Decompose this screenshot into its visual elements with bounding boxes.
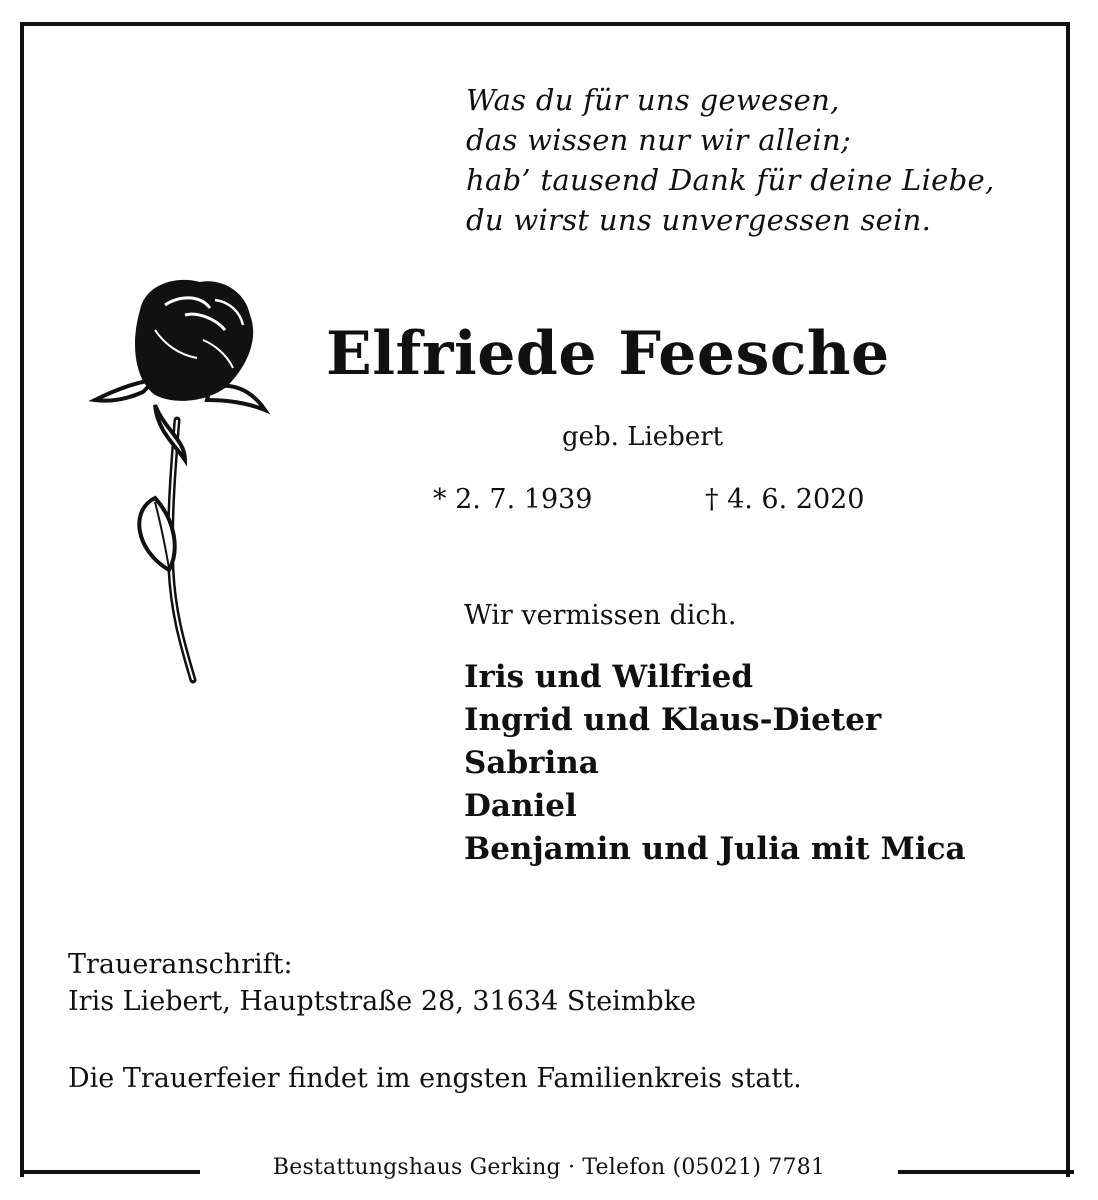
- signer-name: Daniel: [464, 788, 577, 824]
- address-label: Traueranschrift:: [68, 949, 293, 980]
- memorial-poem: [466, 80, 1066, 240]
- frame-bottom-line-right: [898, 1170, 1074, 1174]
- birth-date: * 2. 7. 1939: [433, 484, 593, 515]
- poem-line: du wirst uns unvergessen sein.: [466, 203, 932, 237]
- rose-icon: [85, 270, 285, 690]
- ceremony-note: Die Trauerfeier findet im engsten Familienkreis statt.: [68, 1063, 802, 1094]
- poem-line: Was du für uns gewesen,: [466, 83, 840, 117]
- signer-name: Sabrina: [464, 745, 599, 781]
- maiden-name: geb. Liebert: [562, 422, 724, 452]
- frame-bottom-line-left: [20, 1170, 200, 1174]
- signer-name: Benjamin und Julia mit Mica: [464, 831, 966, 867]
- mourning-address: [68, 946, 696, 1020]
- deceased-name: Elfriede Feesche: [326, 319, 890, 389]
- address-line: Iris Liebert, Hauptstraße 28, 31634 Steimbke: [68, 986, 697, 1017]
- signer-name: Ingrid und Klaus-Dieter: [464, 702, 882, 738]
- funeral-home-footer: Bestattungshaus Gerking · Telefon (05021) 7781: [272, 1155, 826, 1180]
- death-date: † 4. 6. 2020: [705, 484, 865, 515]
- poem-line: hab’ tausend Dank für deine Liebe,: [466, 163, 995, 197]
- poem-line: das wissen nur wir allein;: [466, 123, 852, 157]
- memorial-message: Wir vermissen dich.: [464, 600, 737, 631]
- signers-list: [464, 656, 1064, 871]
- signer-name: Iris und Wilfried: [464, 659, 754, 695]
